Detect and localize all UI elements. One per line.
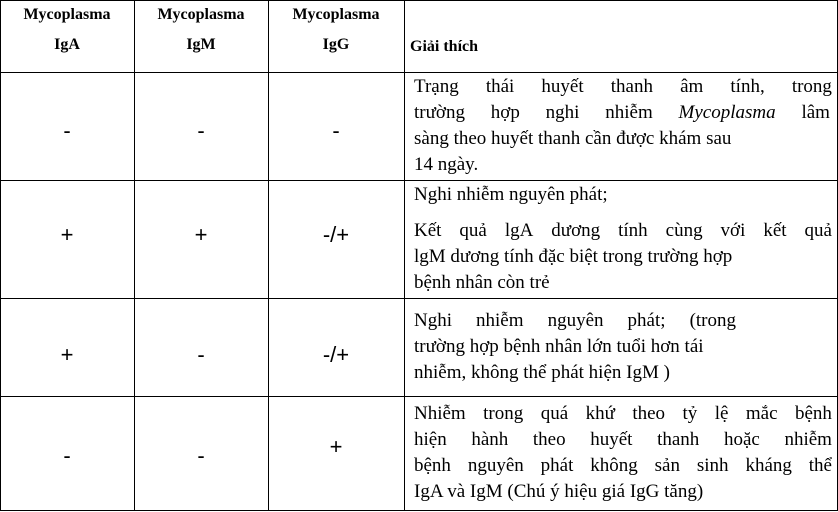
header-igm-line2: IgM	[186, 36, 216, 53]
header-iga-line1: Mycoplasma	[23, 6, 111, 23]
row2-explanation-line1: Kết quả lgA dương tính cùng với kết quả	[414, 220, 832, 241]
row-divider	[0, 396, 838, 397]
row4-explanation-line4: IgA và IgM (Chú ý hiệu giá IgG tăng)	[414, 481, 704, 502]
row1-igg-value: -	[332, 118, 340, 143]
header-explanation: Giải thích	[410, 38, 479, 55]
row1-explanation-line2: trường hợp nghi nhiễm Mycoplasma lâm	[414, 102, 830, 123]
row2-iga-value: +	[60, 222, 74, 247]
row4-igg-value: +	[329, 434, 343, 459]
column-divider	[404, 0, 405, 511]
row4-iga-value: -	[63, 443, 71, 468]
header-igg-line1: Mycoplasma	[292, 6, 380, 23]
row4-igm-value: -	[197, 443, 205, 468]
row3-explanation-line1: Nghi nhiễm nguyên phát; (trong	[414, 310, 736, 331]
header-igg-line2: IgG	[322, 36, 350, 53]
table-border-bottom	[0, 510, 838, 511]
row2-explanation-line3: bệnh nhân còn trẻ	[414, 272, 550, 293]
row3-igm-value: -	[197, 342, 205, 367]
row2-igm-value: +	[194, 222, 208, 247]
row1-igm-value: -	[197, 118, 205, 143]
table-border-left	[0, 0, 1, 511]
row1-iga-value: -	[63, 118, 71, 143]
row1-explanation-line4: 14 ngày.	[414, 154, 479, 175]
row1-explanation-line3: sàng theo huyết thanh cần được khám sau	[414, 128, 732, 149]
row3-explanation-line2: trường hợp bệnh nhân lớn tuổi hơn tái	[414, 336, 704, 357]
row1-explanation-line1: Trạng thái huyết thanh âm tính, trong	[414, 76, 832, 97]
row3-iga-value: +	[60, 342, 74, 367]
table-border-top	[0, 0, 838, 1]
header-iga-line2: IgA	[54, 36, 80, 53]
row4-explanation-line1: Nhiễm trong quá khứ theo tỷ lệ mắc bệnh	[414, 403, 832, 424]
row3-explanation-line3: nhiễm, không thể phát hiện IgM )	[414, 362, 670, 383]
header-igm-line1: Mycoplasma	[157, 6, 245, 23]
row4-explanation-line3: bệnh nguyên phát không sản sinh kháng thể	[414, 455, 832, 476]
row3-igg-value: -/+	[322, 342, 350, 367]
column-divider	[134, 0, 135, 511]
row4-explanation-line2: hiện hành theo huyết thanh hoặc nhiễm	[414, 429, 832, 450]
row-divider	[0, 298, 838, 299]
row2-igg-value: -/+	[322, 222, 350, 247]
row2-explanation-line2: lgM dương tính đặc biệt trong trường hợp	[414, 246, 733, 267]
row2-explanation-para1: Nghi nhiễm nguyên phát;	[414, 184, 608, 205]
